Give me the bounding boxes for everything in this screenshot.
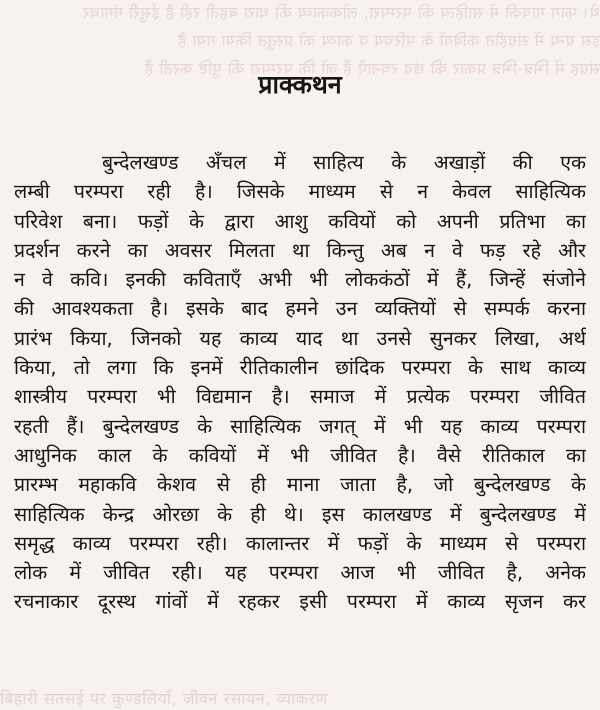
text-line: शास्त्रीय परम्परा भी विद्यमान है। समाज में प्रत्येक परम्परा जीवित (14, 385, 586, 409)
show-through-text: संग्रह में भिन्न-भिन्न प्रकार की छंद रचनाएँ हैं जो कि परम्परा की पुष्टि करती हैं (144, 59, 600, 78)
text-line: लम्बी परम्परा रही है। जिसके माध्यम से न केवल साहित्यिक (14, 180, 586, 204)
text-line: लोक में जीवित रही। यह परम्परा आज भी जीवित है, अनेक (14, 561, 586, 585)
show-through-text: थे। फाग गायकी में साहित्य की परम्परा, लोककाव्य की धारा बहती रही है ईसुरी गंगाधर (82, 3, 600, 22)
text-line: किया, तो लगा कि इनमें रीतिकालीन छांदिक परम्परा के साथ काव्य (14, 356, 586, 380)
text-line: प्रदर्शन करने का अवसर मिलता था किन्तु अब न वे फड़ रहे और (14, 238, 586, 262)
text-line: साहित्यिक केन्द्र ओरछा के ही थे। इस कालखण्ड में बुन्देलखण्ड में (14, 502, 586, 526)
text-line: बुन्देलखण्ड अँचल में साहित्य के अखाड़ों की एक (102, 151, 586, 174)
text-line: समृद्ध काव्य परम्परा रही। कालान्तर में फड़ों के माध्यम से परम्परा (14, 531, 586, 555)
text-line: की आवश्यकता है। इसके बाद हमने उन व्यक्तियों से सम्पर्क करना (14, 297, 586, 321)
body-paragraph (14, 148, 586, 617)
text-line: रहती हैं। बुन्देलखण्ड के साहित्यिक जगत् में भी यह काव्य परम्परा (14, 414, 586, 438)
text-line: न वे कवि। इनकी कविताएँ अभी भी लोककंठों में हैं, जिन्हें संजोने (14, 268, 586, 292)
text-line: रचनाकार दूरस्थ गांवों में रहकर इसी परम्परा में काव्य सृजन कर (14, 590, 586, 614)
page-title: प्राक्कथन (258, 70, 342, 99)
text-line: आधुनिक काल के कवियों में भी जीवित है। वैसे रीतिकाल का (14, 443, 586, 467)
show-through-text: इस ग्रन्थ में संग्रहीत कवियों के परिचय व काव्य को प्रस्तुत किया गया है (177, 31, 600, 50)
text-line: प्रारंभ किया, जिनको यह काव्य याद था उनसे सुनकर लिखा, अर्थ (14, 326, 586, 350)
show-through-text: बिहारी सतसई पर कुण्डलियाँ, जीवन रसायन, व्याकरण (0, 689, 328, 708)
text-line: प्रारम्भ महाकवि केशव से ही माना जाता है, जो बुन्देलखण्ड के (14, 473, 586, 497)
text-line: परिवेश बना। फड़ों के द्वारा आशु कवियों को अपनी प्रतिभा का (14, 209, 586, 233)
